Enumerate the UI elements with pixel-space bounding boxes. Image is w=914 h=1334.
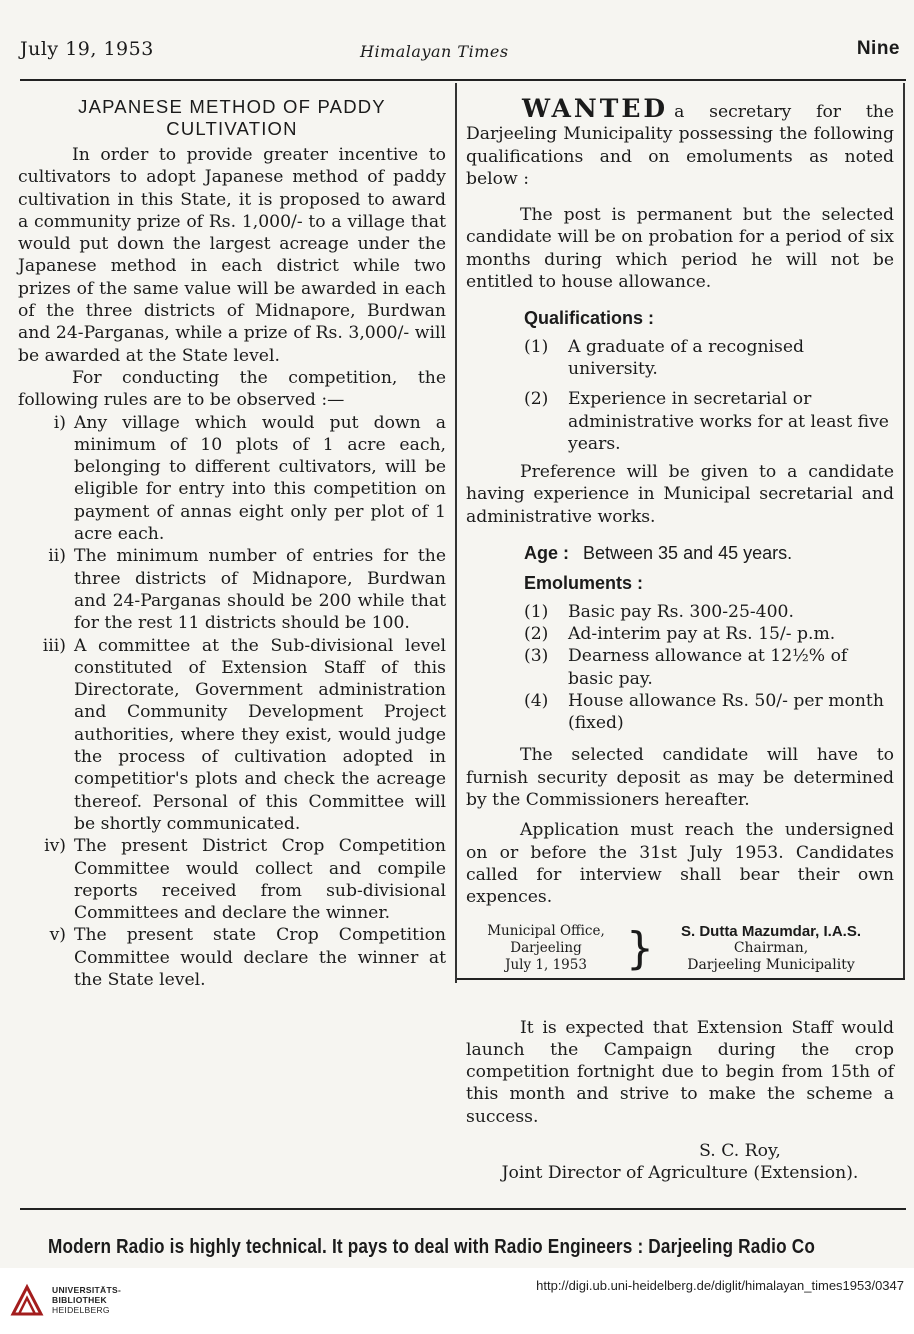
library-line: UNIVERSITÄTS- (52, 1285, 122, 1295)
qualification-item (524, 388, 894, 455)
radio-advertisement: Modern Radio is highly technical. It pays to deal with Radio Engineers : Darjeeling Radio Co (48, 1236, 816, 1258)
rule-number: iv) (44, 836, 66, 857)
article-paragraph-1: In order to provide greater incentive to cultivators to adopt Japanese method of paddy cultivation in this State, it is proposed to award a community prize of Rs. 1,000/- to a village that would put down the largest acreage under the Japanese method in each district while two prizes of the same value will be awarded in each of the three districts of Midnapore, Burdwan and 24-Parganas, while a prize of Rs. 3,000/- will be awarded at the State level. (18, 145, 446, 366)
library-line: HEIDELBERG (52, 1305, 110, 1315)
ad-signature-block (466, 923, 894, 975)
rule-number: i) (53, 412, 66, 433)
extension-paragraph: It is expected that Extension Staff would launch the Campaign during the crop competition fortnight due to begin from 15th of this month and strive to make the scheme a success. (466, 1017, 894, 1127)
article-paddy-cultivation (18, 96, 446, 991)
rule-item (18, 835, 446, 924)
emolument-number: (2) (524, 623, 549, 644)
heading-line-1: JAPANESE METHOD OF PADDY (78, 96, 386, 117)
preference-paragraph: Preference will be given to a candidate having experience in Municipal secretarial and administrative works. (466, 462, 894, 527)
rule-item (18, 924, 446, 991)
wanted-heading: WANTED (522, 94, 669, 123)
emolument-item (524, 601, 894, 623)
rule-text: A committee at the Sub-divisional level constituted of Extension Staff of this Directorate, Government administration and Community Development Project authorities, where they exist, would judge the process of cultivation adopted in competitior's plots and check the acreage thereof. Personal of this Committee will be shortly communicated. (74, 635, 446, 834)
column-divider (455, 83, 457, 983)
heading-line-2: CULTIVATION (166, 118, 298, 139)
emolument-text: Basic pay Rs. 300-25-400. (568, 601, 794, 622)
article-paragraph-2: For conducting the competition, the following rules are to be observed :— (18, 367, 446, 411)
rule-number: iii) (42, 635, 66, 656)
page-number: Nine (856, 38, 900, 59)
signoff-name: S. C. Roy, (699, 1140, 781, 1161)
library-line: BIBLIOTHEK (52, 1295, 107, 1305)
article-signoff (466, 1140, 894, 1185)
rule-item (18, 545, 446, 634)
emolument-text: House allowance Rs. 50/- per month (fixed) (568, 690, 884, 734)
brace-glyph: } (626, 922, 654, 974)
emolument-number: (4) (524, 690, 549, 711)
qualification-text: Experience in secretarial or administrative works for at least five years. (568, 389, 889, 454)
emoluments-heading: Emoluments : (524, 573, 644, 594)
library-name (52, 1285, 121, 1315)
header-rule (20, 79, 906, 81)
rule-text: The present state Crop Competition Committee would declare the winner at the State level. (74, 925, 446, 990)
right-column (466, 94, 894, 1185)
source-url-link[interactable]: http://digi.ub.uni-heidelberg.de/diglit/himalayan_times1953/0347 (536, 1278, 904, 1293)
emolument-text: Ad-interim pay at Rs. 15/- p.m. (568, 623, 836, 644)
application-paragraph: Application must reach the undersigned on or before the 31st July 1953. Candidates called for interview shall bear their own expences. (466, 820, 894, 908)
ad-intro-text: a secretary for the Darjeeling Municipality possessing the following qualifications and on emoluments as noted below : (466, 102, 894, 189)
rule-number: v) (49, 925, 66, 946)
newspaper-title: Himalayan Times (360, 42, 509, 61)
qualification-text: A graduate of a recognised university. (568, 336, 805, 379)
age-line (524, 542, 894, 564)
rule-text: Any village which would put down a minimum of 10 plots of 1 acre each, belonging to different cultivators, will be eligible for entry into this competition on payment of annas eight only per plot of 1 acre each. (74, 412, 446, 545)
signer-title: Chairman, (733, 939, 809, 956)
ad-box-border (903, 83, 905, 979)
emolument-item (524, 690, 894, 735)
emolument-item (524, 623, 894, 645)
emolument-number: (3) (524, 646, 549, 667)
emolument-number: (1) (524, 601, 549, 622)
office-date: July 1, 1953 (505, 956, 587, 973)
rule-text: The present District Crop Competition Committee would collect and compile reports received from sub-divisional Committees and declare the winner. (74, 836, 446, 924)
emolument-text: Dearness allowance at 12½% of basic pay. (568, 646, 848, 689)
office-line: Darjeeling (510, 939, 582, 956)
rule-number: ii) (48, 546, 66, 567)
office-address (466, 923, 626, 975)
rule-item (18, 412, 446, 546)
age-value: Between 35 and 45 years. (583, 543, 793, 564)
emolument-item (524, 645, 894, 690)
signer-organisation: Darjeeling Municipality (687, 956, 855, 973)
article-heading (18, 96, 446, 140)
qualification-number: (1) (524, 336, 549, 357)
signer (648, 923, 894, 975)
footer-rule (20, 1208, 906, 1210)
age-label: Age : (524, 543, 569, 564)
security-paragraph: The selected candidate will have to furnish security deposit as may be determined by the Commissioners hereafter. (466, 745, 894, 811)
ad-post-paragraph: The post is permanent but the selected candidate will be on probation for a period of six months during which period he will not be entitled to house allowance. (466, 205, 894, 293)
qualifications-heading: Qualifications : (524, 308, 655, 329)
university-library-logo-icon (8, 1281, 46, 1319)
office-line: Municipal Office, (487, 922, 605, 939)
signoff-title: Joint Director of Agriculture (Extension). (501, 1163, 859, 1184)
wanted-advertisement (466, 94, 894, 975)
ad-intro (466, 94, 894, 190)
rule-item (18, 635, 446, 836)
ad-bottom-rule (457, 978, 905, 980)
signer-name: S. Dutta Mazumdar, I.A.S. (680, 922, 862, 940)
qualification-number: (2) (524, 389, 549, 410)
rule-text: The minimum number of entries for the three districts of Midnapore, Burdwan and 24-Parganas should be 200 while that for the rest 11 districts should be 100. (74, 546, 446, 634)
qualification-item (524, 336, 894, 381)
issue-date: July 19, 1953 (20, 38, 154, 60)
